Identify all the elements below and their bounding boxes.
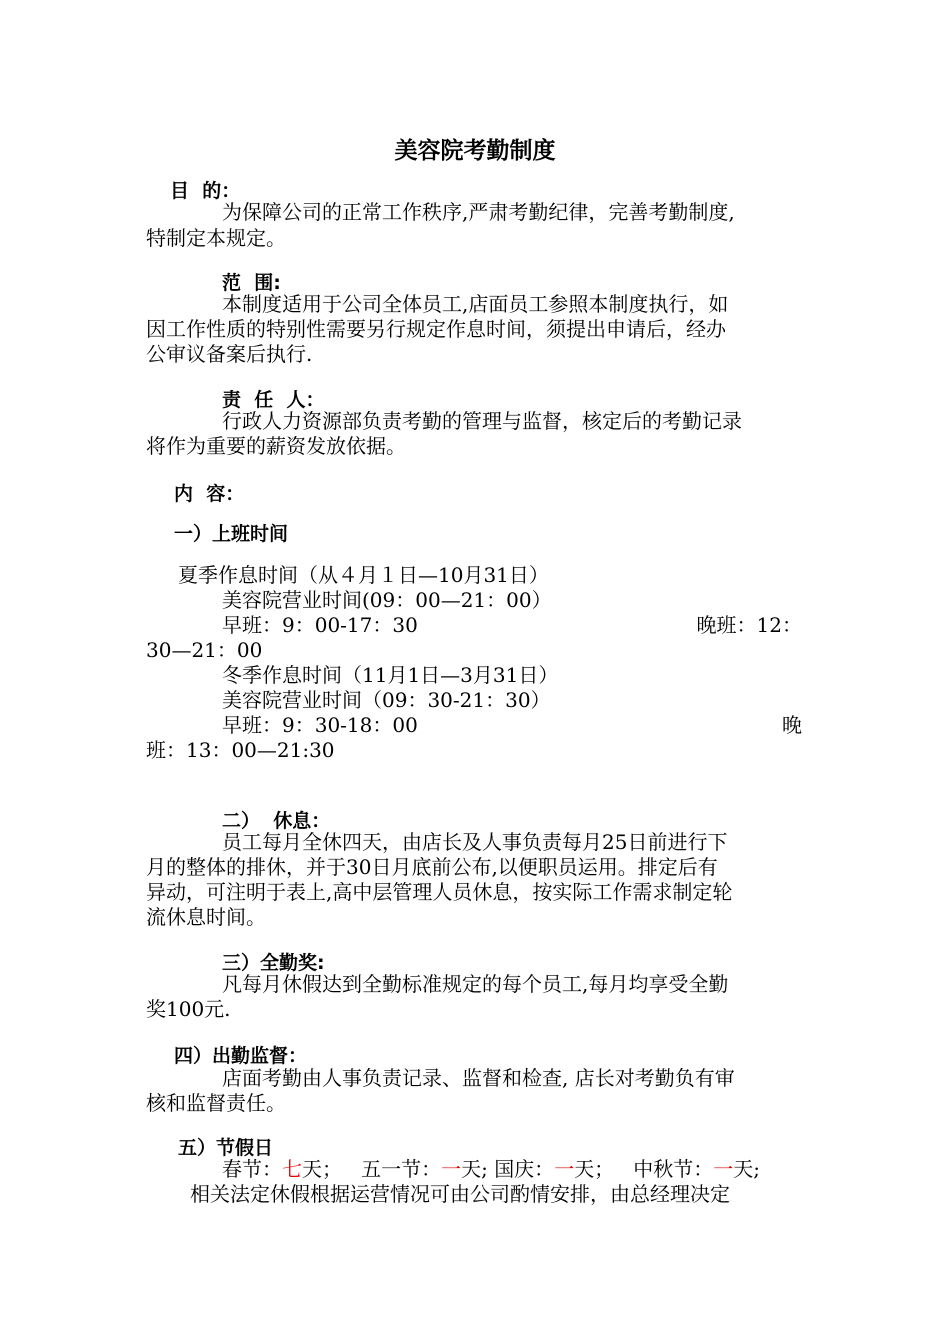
holiday-days: 七 — [282, 1157, 302, 1181]
section-text-line: 凡每月休假达到全勤标准规定的每个员工,每月均享受全勤 — [222, 972, 729, 996]
holiday-list — [222, 1157, 760, 1182]
section-heading: 二） 休息： — [222, 810, 331, 832]
section-text-line: 月的整体的排休，并于30日月底前公布,以便职员运用。排定后有 — [146, 855, 718, 879]
section-text-line: 员工每月全休四天，由店长及人事负责每月25日前进行下 — [222, 830, 728, 854]
responsible-text-line: 行政人力资源部负责考勤的管理与监督，核定后的考勤记录 — [222, 409, 742, 433]
scope-text-line: 因工作性质的特别性需要另行规定作息时间，须提出申请后，经办 — [146, 317, 726, 341]
holiday-unit: 天; — [461, 1157, 495, 1181]
schedule-summary: 冬季作息时间（11月1日—3月31日） — [222, 663, 559, 687]
scope-text-line: 公审议备案后执行. — [146, 342, 313, 366]
shift-line — [222, 613, 802, 638]
section-heading: 四）出勤监督： — [174, 1045, 308, 1067]
holiday-label: 国庆： — [494, 1157, 555, 1181]
late-shift-continued: 班：13：00—21:30 — [146, 738, 335, 762]
late-shift-continued: 30—21：00 — [146, 638, 263, 662]
section-text-line: 核和监督责任。 — [146, 1091, 286, 1115]
holiday-note: 相关法定休假根据运营情况可由公司酌情安排，由总经理决定 — [190, 1182, 730, 1206]
responsible-heading: 责 任 人： — [222, 389, 325, 411]
shift-line — [222, 713, 802, 738]
purpose-text-line: 为保障公司的正常工作秩序,严肃考勤纪律，完善考勤制度, — [222, 200, 735, 224]
business-hours: 美容院营业时间（09：30-21：30） — [222, 688, 551, 712]
content-heading: 内 容： — [174, 483, 245, 505]
holiday-unit: 天； — [302, 1157, 342, 1181]
purpose-text-line: 特制定本规定。 — [146, 226, 286, 250]
scope-heading: 范 围: — [222, 272, 281, 294]
section-text-line: 流休息时间。 — [146, 905, 266, 929]
late-shift: 晚班：12： — [696, 613, 802, 637]
section-heading: 五）节假日 — [178, 1137, 274, 1159]
early-shift: 早班：9：30-18：00 — [222, 713, 418, 737]
holiday-label: 五一节： — [361, 1157, 442, 1181]
section-text-line: 店面考勤由人事负责记录、监督和检查, 店长对考勤负有审 — [222, 1066, 735, 1090]
purpose-heading: 目 的： — [170, 180, 241, 202]
responsible-text-line: 将作为重要的薪资发放依据。 — [146, 434, 406, 458]
section-heading: 一）上班时间 — [174, 523, 289, 545]
early-shift: 早班：9：00-17：30 — [222, 613, 418, 637]
section-text-line: 异动，可注明于表上,高中层管理人员休息，按实际工作需求制定轮 — [146, 880, 733, 904]
holiday-unit: 天； — [574, 1157, 615, 1181]
holiday-label: 中秋节： — [633, 1157, 714, 1181]
late-shift: 晚 — [782, 713, 802, 737]
holiday-unit: 天; — [733, 1157, 761, 1181]
section-text-line: 奖100元. — [146, 997, 231, 1021]
scope-text-line: 本制度适用于公司全体员工,店面员工参照本制度执行，如 — [222, 292, 729, 316]
holiday-days: 一 — [713, 1157, 734, 1181]
holiday-days: 一 — [554, 1157, 575, 1181]
business-hours: 美容院营业时间(09：00—21：00） — [222, 588, 552, 612]
section-heading: 三）全勤奖: — [222, 952, 325, 974]
holiday-label: 春节： — [222, 1157, 282, 1181]
schedule-summary: 夏季作息时间（从４月１日—10月31日） — [178, 563, 549, 587]
holiday-days: 一 — [441, 1157, 462, 1181]
page-title: 美容院考勤制度 — [394, 138, 556, 164]
